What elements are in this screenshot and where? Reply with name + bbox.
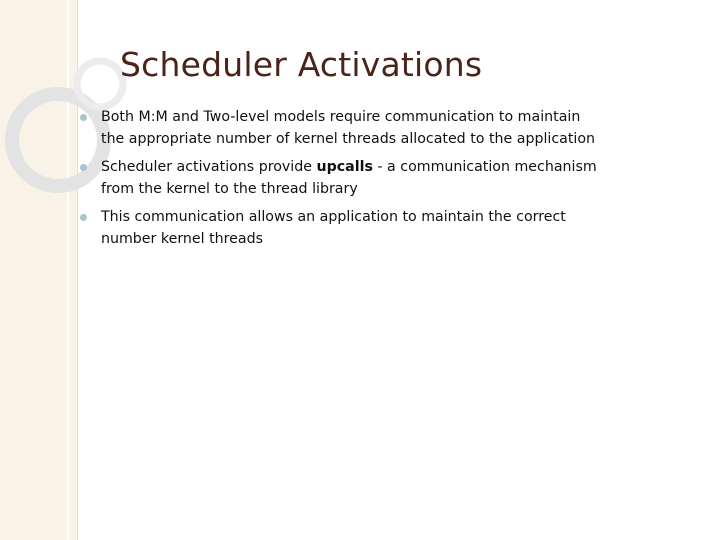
- bullet-text-after: - a communication mechanism from the kernel to the thread library: [101, 159, 597, 197]
- bullet-text: This communication allows an application to maintain the correct number kernel threads: [101, 209, 566, 247]
- bullet-text: Both M:M and Two-level models require communication to maintain the appropriate number of kernel threads allocated to the application: [101, 109, 596, 147]
- bullet-text: [101, 157, 600, 200]
- small-ring: [77, 61, 123, 107]
- bullet-dot-icon: [80, 164, 87, 171]
- bullet-dot-icon: [80, 114, 87, 121]
- bullet-dot-icon: [80, 214, 87, 221]
- bullet-item: [80, 107, 600, 150]
- bullet-text-emphasis: upcalls: [316, 159, 373, 175]
- slide-title: Scheduler Activations: [120, 45, 483, 84]
- bullet-text-before: Scheduler activations provide: [101, 159, 317, 175]
- bullet-item: [80, 207, 600, 250]
- bullet-list: [80, 107, 600, 257]
- bullet-item: [80, 157, 600, 200]
